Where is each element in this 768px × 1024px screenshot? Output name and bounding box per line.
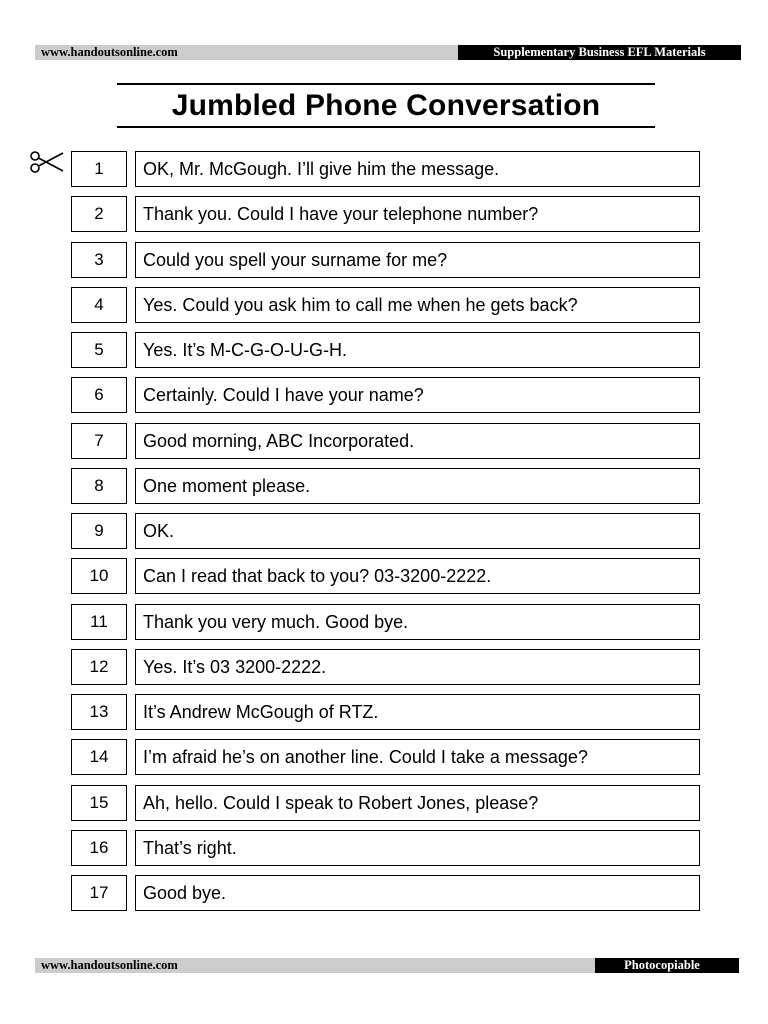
- header-series-label: Supplementary Business EFL Materials: [458, 45, 741, 60]
- title-rule-top: [117, 83, 655, 85]
- strip-number: 3: [71, 242, 127, 278]
- strip-sentence: Certainly. Could I have your name?: [135, 377, 700, 413]
- strip-sentence: I’m afraid he’s on another line. Could I take a message?: [135, 739, 700, 775]
- strip-sentence: That’s right.: [135, 830, 700, 866]
- footer-end-gap: [739, 958, 741, 973]
- footer-bar: [35, 958, 741, 973]
- strip-number: 12: [71, 649, 127, 685]
- header-site-url: www.handoutsonline.com: [41, 45, 178, 59]
- footer-photocopiable-label: Photocopiable: [595, 958, 735, 973]
- strip-number: 10: [71, 558, 127, 594]
- footer-site-url: www.handoutsonline.com: [41, 958, 178, 972]
- strip-number: 16: [71, 830, 127, 866]
- strip-sentence: Can I read that back to you? 03-3200-2222.: [135, 558, 700, 594]
- scissors-icon: [30, 150, 64, 174]
- strip-number: 7: [71, 423, 127, 459]
- strip-number: 17: [71, 875, 127, 911]
- strip-number: 8: [71, 468, 127, 504]
- strip-sentence: OK.: [135, 513, 700, 549]
- strip-sentence: Good bye.: [135, 875, 700, 911]
- strip-sentence: Thank you very much. Good bye.: [135, 604, 700, 640]
- strip-number: 4: [71, 287, 127, 323]
- strip-number: 15: [71, 785, 127, 821]
- strip-number: 5: [71, 332, 127, 368]
- title-rule-bottom: [117, 126, 655, 128]
- strip-number: 13: [71, 694, 127, 730]
- strip-number: 11: [71, 604, 127, 640]
- strip-sentence: Thank you. Could I have your telephone number?: [135, 196, 700, 232]
- strip-sentence: It’s Andrew McGough of RTZ.: [135, 694, 700, 730]
- strip-sentence: Yes. It’s M-C-G-O-U-G-H.: [135, 332, 700, 368]
- strip-sentence: Could you spell your surname for me?: [135, 242, 700, 278]
- strip-number: 14: [71, 739, 127, 775]
- header-bar: [35, 45, 741, 60]
- strip-sentence: One moment please.: [135, 468, 700, 504]
- strip-sentence: Ah, hello. Could I speak to Robert Jones, please?: [135, 785, 700, 821]
- strip-number: 9: [71, 513, 127, 549]
- strip-sentence: OK, Mr. McGough. I’ll give him the message.: [135, 151, 700, 187]
- strip-number: 2: [71, 196, 127, 232]
- page-title: Jumbled Phone Conversation: [171, 89, 601, 122]
- strip-sentence: Good morning, ABC Incorporated.: [135, 423, 700, 459]
- strip-number: 6: [71, 377, 127, 413]
- strip-sentence: Yes. Could you ask him to call me when he gets back?: [135, 287, 700, 323]
- strip-number: 1: [71, 151, 127, 187]
- strip-sentence: Yes. It’s 03 3200-2222.: [135, 649, 700, 685]
